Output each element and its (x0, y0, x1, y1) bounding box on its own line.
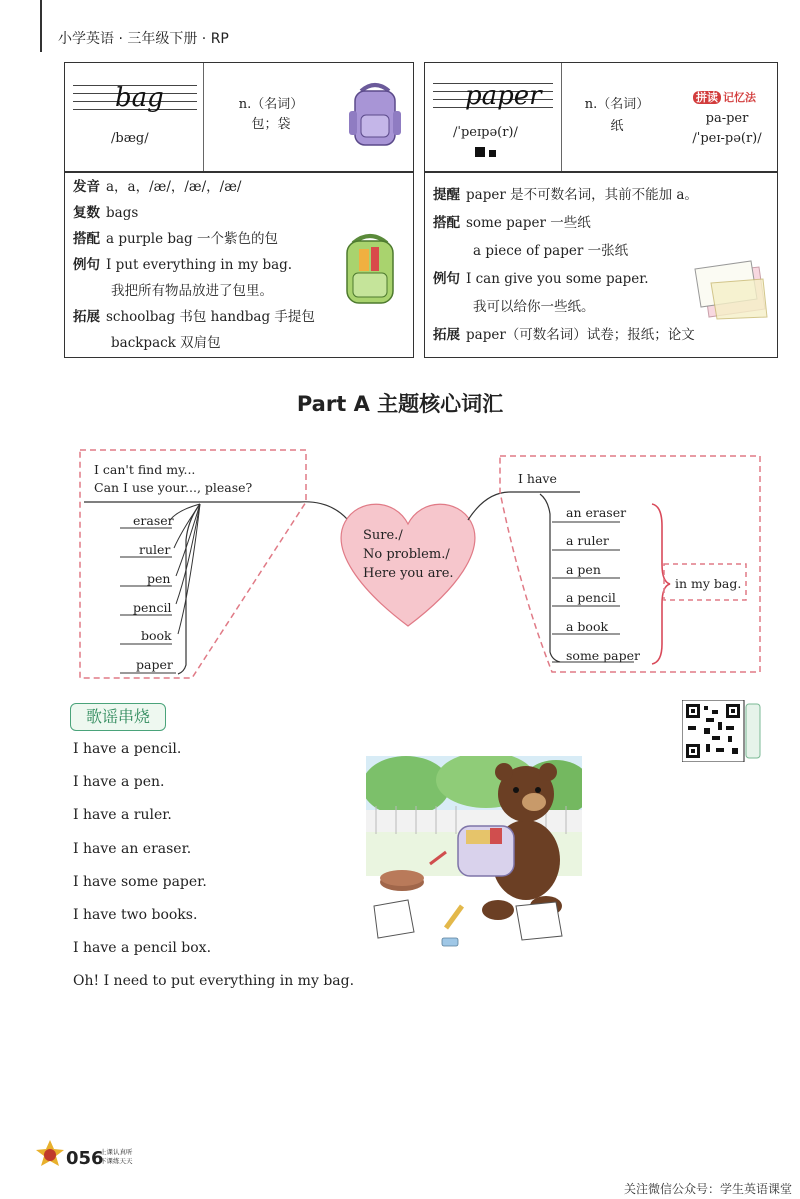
heart-line-3: Here you are. (363, 566, 454, 581)
song-badge: 歌谣串烧 (70, 703, 166, 731)
syllables-paper: pa-per (705, 111, 749, 126)
headword-paper: paper (465, 81, 542, 111)
song-line-7: I have a pencil box. (73, 940, 212, 956)
left-item-paper: paper (136, 657, 173, 672)
section-title: Part A 主题核心词汇 (296, 392, 504, 416)
left-item-pen: pen (147, 571, 171, 586)
right-suffix: in my bag. (675, 576, 742, 591)
paper-sheets-illustration (689, 259, 769, 321)
mascot-icon (36, 1140, 64, 1170)
heart-line-2: No problem./ (363, 547, 450, 562)
song-line-1: I have a pencil. (73, 741, 182, 757)
left-prompt-line-1: I can't find my... (94, 462, 196, 477)
bag-row-plural: 复数 bags (73, 205, 139, 221)
left-prompt-line-2: Can I use your..., please? (94, 480, 253, 495)
page-slogan: 上课认真听 下课练天天 (100, 1148, 133, 1165)
song-line-3: I have a ruler. (73, 807, 172, 823)
paper-row-extension: 拓展 paper（可数名词）试卷；报纸；论文 (433, 327, 695, 343)
right-item-pencil: a pencil (566, 590, 616, 605)
green-backpack-illustration (335, 229, 405, 309)
bag-row-example-translation: 我把所有物品放进了包里。 (111, 283, 273, 299)
right-item-eraser: an eraser (566, 505, 627, 520)
pos-bag: n.（名词） (238, 97, 304, 112)
paper-row-collocation-2: a piece of paper 一张纸 (473, 243, 629, 259)
audio-marker (475, 147, 485, 157)
heart-line-1: Sure./ (363, 528, 403, 543)
meaning-paper: 纸 (610, 119, 624, 134)
header-title: 小学英语 · 三年级下册 · RP (58, 31, 229, 47)
memory-method-tag: 拼读 记忆法 (693, 89, 756, 105)
right-prompt: I have (518, 471, 557, 486)
paper-row-reminder: 提醒 paper 是不可数名词，其前不能加 a。 (433, 187, 698, 203)
purple-backpack-illustration (345, 81, 405, 149)
left-item-eraser: eraser (133, 513, 174, 528)
phonetic-bag: /bæg/ (111, 131, 149, 146)
song-line-4: I have an eraser. (73, 841, 192, 857)
song-line-2: I have a pen. (73, 774, 165, 790)
song-line-5: I have some paper. (73, 874, 207, 890)
audio-marker-small (489, 150, 496, 157)
bag-row-extension-2: backpack 双肩包 (111, 335, 221, 351)
header-rule (40, 0, 42, 52)
paper-row-collocation: 搭配 some paper 一些纸 (433, 215, 591, 231)
wechat-footer: 关注微信公众号：学生英语课堂 (623, 1182, 792, 1196)
word-card-bag (64, 62, 414, 358)
syllable-phonetic-paper: /ˈpeɪ-pə(r)/ (692, 131, 762, 146)
bag-row-extension: 拓展 schoolbag 书包 handbag 手提包 (73, 309, 315, 325)
right-item-pen: a pen (566, 562, 601, 577)
word-card-paper (424, 62, 778, 358)
left-item-book: book (141, 628, 172, 643)
right-item-paper: some paper (566, 648, 640, 663)
right-item-book: a book (566, 619, 609, 634)
right-item-ruler: a ruler (566, 533, 609, 548)
bear-illustration (366, 756, 582, 952)
bag-row-pronunciation: 发音 a，a，/æ/，/æ/，/æ/ (73, 179, 242, 195)
headword-bag: bag (115, 83, 164, 113)
meaning-bag: 包；袋 (251, 117, 291, 132)
song-line-6: I have two books. (73, 907, 198, 923)
phonetic-paper: /ˈpeɪpə(r)/ (453, 125, 518, 140)
paper-row-example-translation: 我可以给你一些纸。 (473, 299, 595, 315)
bag-row-collocation: 搭配 a purple bag 一个紫色的包 (73, 231, 278, 247)
pos-paper: n.（名词） (584, 97, 650, 112)
bag-row-example: 例句 I put everything in my bag. (73, 257, 293, 273)
song-line-8: Oh! I need to put everything in my bag. (73, 973, 355, 989)
page-number: 056 (66, 1148, 104, 1169)
left-item-pencil: pencil (133, 600, 172, 615)
qr-code[interactable] (682, 700, 762, 762)
paper-row-example: 例句 I can give you some paper. (433, 271, 649, 287)
left-item-ruler: ruler (139, 542, 171, 557)
